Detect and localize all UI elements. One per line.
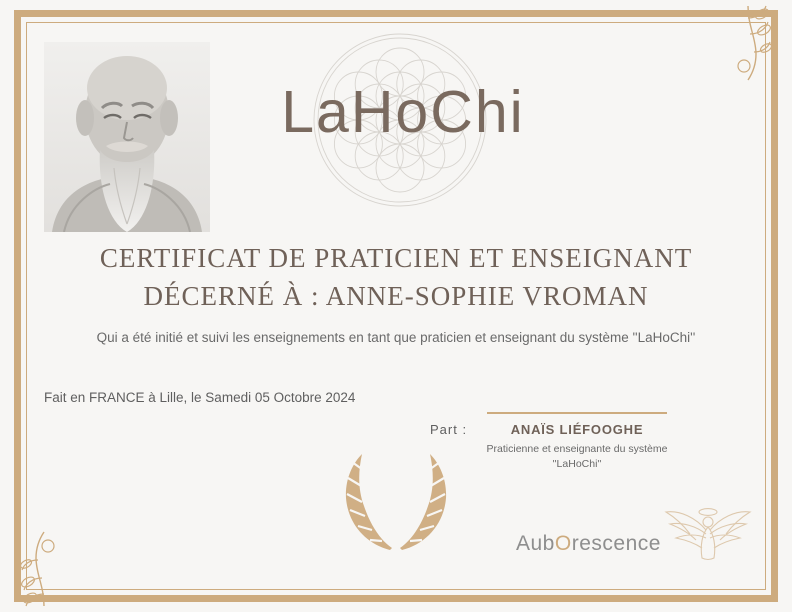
place-and-date: Fait en FRANCE à Lille, le Samedi 05 Octobre 2024 bbox=[44, 390, 356, 405]
brand-highlight: O bbox=[554, 532, 572, 555]
laurel-wreath-icon bbox=[332, 446, 460, 556]
certificate-body-text: Qui a été initié et suivi les enseignements en tant que praticien et enseignant du système ''LaHoChi'' bbox=[96, 330, 696, 345]
elder-portrait-image bbox=[44, 42, 210, 232]
signature-role: Praticienne et enseignante du système ''LaHoChi'' bbox=[486, 443, 668, 470]
signature-name: ANAÏS LIÉFOOGHE bbox=[510, 422, 644, 437]
page-title: LaHoChi bbox=[281, 79, 525, 145]
brand-logo bbox=[516, 532, 661, 556]
signature-part-label: Part : bbox=[430, 422, 468, 437]
certificate-heading-line-1: CERTIFICAT DE PRATICIEN ET ENSEIGNANT bbox=[99, 243, 693, 273]
angel-wings-icon bbox=[662, 500, 754, 564]
signature-rule bbox=[487, 412, 667, 414]
brand-suffix: rescence bbox=[571, 532, 661, 555]
brand-prefix: Aub bbox=[516, 532, 555, 555]
certificate-heading-line-2: DÉCERNÉ À : ANNE-SOPHIE VROMAN bbox=[143, 281, 649, 311]
